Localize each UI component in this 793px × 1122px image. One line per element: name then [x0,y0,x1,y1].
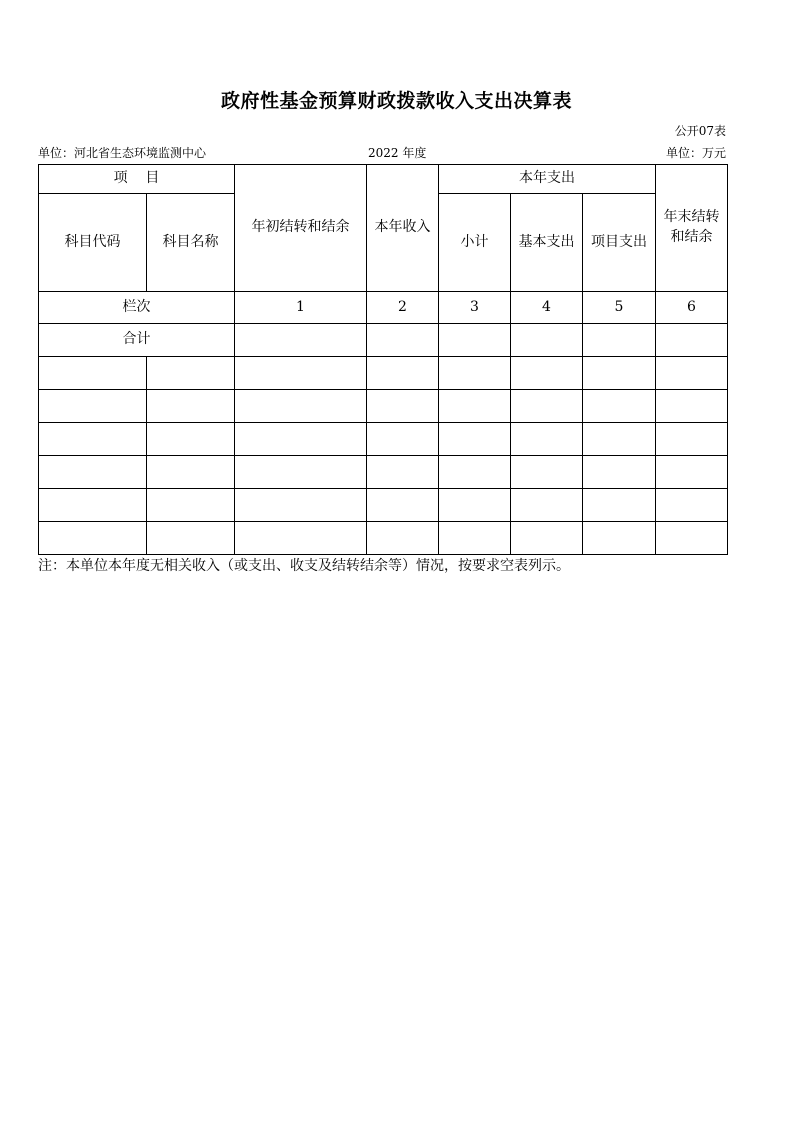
table-cell [656,489,728,522]
table-cell [367,489,439,522]
meta-row [38,144,726,162]
total-label: 合计 [39,324,235,357]
table-cell [147,357,235,390]
table-cell [147,390,235,423]
table-cell [583,357,656,390]
table-cell [147,456,235,489]
table-cell [367,357,439,390]
total-cell [583,324,656,357]
column-number: 1 [235,292,367,324]
table-cell [511,390,583,423]
table-cell [39,489,147,522]
table-cell [367,522,439,555]
table-cell [656,423,728,456]
table-cell [235,489,367,522]
table-cell [656,357,728,390]
header-subtotal: 小计 [439,194,511,292]
table-cell [39,390,147,423]
table-cell [439,357,511,390]
table-cell [439,423,511,456]
total-cell [235,324,367,357]
row-number-label: 栏次 [39,292,235,324]
table-cell [147,489,235,522]
form-number: 公开07表 [674,124,726,138]
header-item: 项 目 [39,165,235,194]
total-cell [511,324,583,357]
table-row [39,489,728,522]
table-cell [235,357,367,390]
fiscal-year: 2022 年度 [368,146,427,160]
budget-table [38,164,728,555]
total-cell [439,324,511,357]
table-cell [656,522,728,555]
total-cell [367,324,439,357]
table-cell [656,390,728,423]
column-number: 5 [583,292,656,324]
header-opening-balance: 年初结转和结余 [235,165,367,292]
table-cell [39,522,147,555]
table-cell [511,522,583,555]
table-cell [367,456,439,489]
table-cell [511,357,583,390]
table-cell [439,522,511,555]
table-cell [367,390,439,423]
table-row [39,522,728,555]
footnote: 注：本单位本年度无相关收入（或支出、收支及结转结余等）情况，按要求空表列示。 [38,558,570,574]
table-cell [583,390,656,423]
table-cell [147,522,235,555]
table-row [39,390,728,423]
column-number: 3 [439,292,511,324]
table-cell [367,423,439,456]
table-cell [656,456,728,489]
table-cell [235,423,367,456]
table-cell [511,456,583,489]
header-annual-income: 本年收入 [367,165,439,292]
header-subject-name: 科目名称 [147,194,235,292]
table-cell [583,423,656,456]
table-cell [39,456,147,489]
table-cell [235,390,367,423]
table-cell [39,357,147,390]
table-cell [235,456,367,489]
page-title: 政府性基金预算财政拨款收入支出决算表 [220,90,572,112]
table-row [39,357,728,390]
header-project-expense: 项目支出 [583,194,656,292]
table-cell [583,489,656,522]
table-cell [439,390,511,423]
table-cell [583,522,656,555]
reporting-unit: 单位：河北省生态环境监测中心 [38,146,207,160]
column-number: 2 [367,292,439,324]
header-row-1 [39,165,728,194]
table-row [39,423,728,456]
column-number-row [39,292,728,324]
header-closing-balance: 年末结转和结余 [656,165,728,292]
column-number: 4 [511,292,583,324]
column-number: 6 [656,292,728,324]
table-row [39,456,728,489]
header-basic-expense: 基本支出 [511,194,583,292]
table-cell [147,423,235,456]
total-cell [656,324,728,357]
table-cell [511,423,583,456]
table-cell [583,456,656,489]
header-annual-expense: 本年支出 [439,165,656,194]
table-cell [511,489,583,522]
total-row [39,324,728,357]
currency-unit: 单位：万元 [665,146,726,160]
table-cell [39,423,147,456]
header-subject-code: 科目代码 [39,194,147,292]
table-cell [235,522,367,555]
table-cell [439,456,511,489]
table-cell [439,489,511,522]
